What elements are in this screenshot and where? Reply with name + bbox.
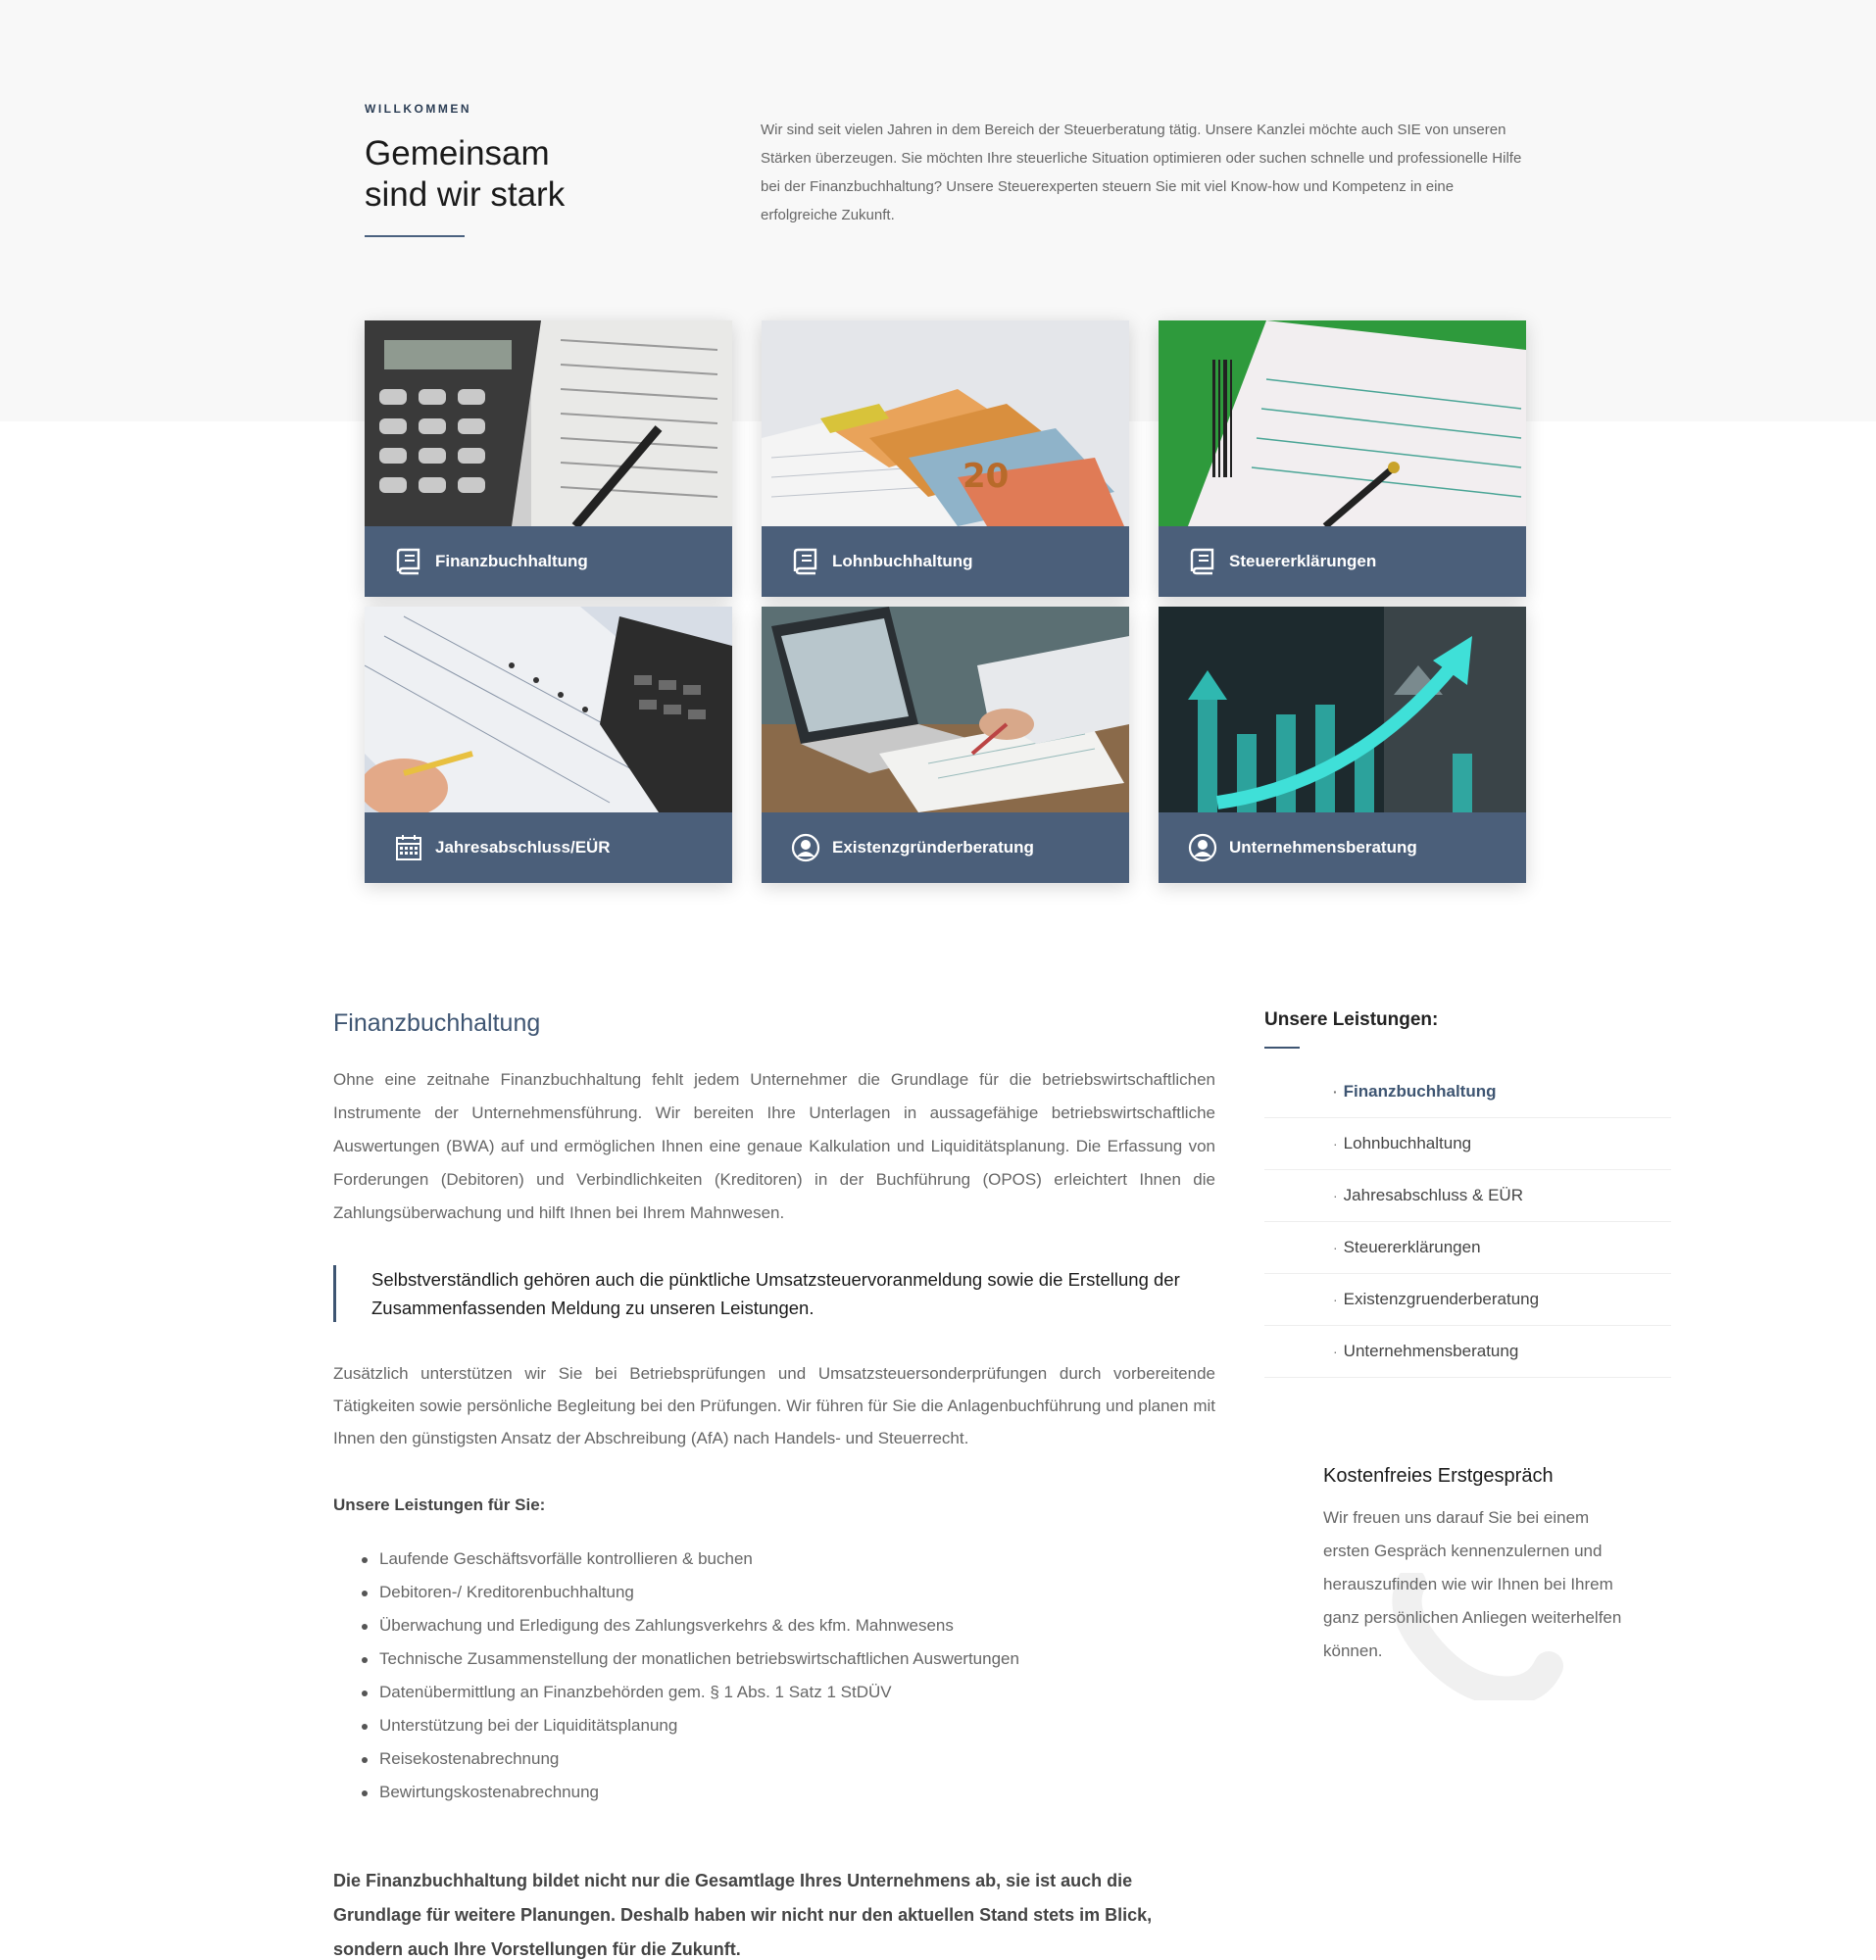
service-card-steuererklaerungen[interactable]: [1159, 320, 1526, 597]
sidebar: [1264, 1009, 1671, 1378]
sidebar-item-label: Unternehmensberatung: [1343, 1342, 1519, 1360]
sidebar-item-label: Lohnbuchhaltung: [1343, 1134, 1472, 1152]
section-title: Finanzbuchhaltung: [333, 1009, 541, 1037]
bullet-dot: ·: [1333, 1188, 1338, 1203]
sidebar-item-finanzbuchhaltung[interactable]: [1264, 1066, 1671, 1118]
bullet-dot: ·: [1333, 1136, 1338, 1152]
tax-form-photo: [1159, 320, 1526, 526]
service-card-unternehmensberatung[interactable]: [1159, 607, 1526, 883]
card-caption-bar: [762, 526, 1129, 597]
second-paragraph: Zusätzlich unterstützen wir Sie bei Betriebsprüfungen und Umsatzsteuersonderprüfungen durch vorbereitende Tätigkeiten sowie persönliche Begleitung bei den Prüfungen. Wir führen für Sie die Anlagenbuchführung und planen mit Ihnen den günstigsten Ansatz der Abschreibung (AfA) nach Handels- und Steuerrecht.: [333, 1364, 1215, 1447]
card-caption-bar: [1159, 526, 1526, 597]
bullet-dot: ·: [1333, 1084, 1338, 1100]
user-icon: [791, 833, 820, 862]
bullet-dot: ·: [1333, 1292, 1338, 1307]
svg-text:20: 20: [963, 457, 1010, 496]
sidebar-item-lohnbuchhaltung[interactable]: [1264, 1118, 1671, 1170]
service-card-existenzgruenderberatung[interactable]: [762, 607, 1129, 883]
calendar-icon: [394, 833, 423, 862]
card-label: Finanzbuchhaltung: [435, 552, 588, 570]
laptop-desk-photo: [762, 607, 1129, 812]
calculator-notebook-photo: [365, 607, 732, 812]
service-card-lohnbuchhaltung[interactable]: [762, 320, 1129, 597]
sidebar-item-label: Steuererklärungen: [1343, 1238, 1481, 1256]
list-item: Datenübermittlung an Finanzbehörden gem. § 1 Abs. 1 Satz 1 StDÜV: [333, 1676, 1215, 1709]
closing-statement: Die Finanzbuchhaltung bildet nicht nur die Gesamtlage Ihres Unternehmens ab, sie ist auch die Grundlage für weitere Planungen. Deshalb haben wir nicht nur den aktuellen Stand stets im Blick, sondern auch Ihre Vorstellungen für die Zukunft.: [333, 1871, 1153, 1959]
user-icon: [1188, 833, 1217, 862]
cta-text: Wir freuen uns darauf Sie bei einem ersten Gespräch kennenzulernen und herauszufinden wie wir Ihnen bei Ihrem ganz persönlichen Anliegen weiterhelfen können.: [1323, 1508, 1622, 1660]
hero-intro-text: Wir sind seit vielen Jahren in dem Bereich der Steuerberatung tätig. Unsere Kanzlei möchte auch SIE von unseren Stärken überzeugen. Sie möchten Ihre steuerliche Situation optimieren oder suchen schnelle und professionelle Hilfe bei der Finanzbuchhaltung? Unsere Steuerexperten steuern Sie mit viel Know-how und Kompetenz in eine erfolgreiche Zukunft.: [761, 122, 1522, 223]
bullet-dot: ·: [1333, 1344, 1338, 1359]
card-caption-bar: [365, 812, 732, 883]
sidebar-item-existenzgruenderberatung[interactable]: [1264, 1274, 1671, 1326]
list-item: Technische Zusammenstellung der monatlichen betriebswirtschaftlichen Auswertungen: [333, 1642, 1215, 1676]
sidebar-item-label: Finanzbuchhaltung: [1343, 1082, 1497, 1101]
hero-title: [365, 133, 688, 216]
sidebar-title: Unsere Leistungen:: [1264, 1009, 1439, 1030]
card-label: Existenzgründerberatung: [832, 838, 1034, 857]
hero-title-line1: Gemeinsam: [365, 134, 550, 172]
sidebar-item-steuererklaerungen[interactable]: [1264, 1222, 1671, 1274]
list-item: Reisekostenabrechnung: [333, 1742, 1215, 1776]
service-card-finanzbuchhaltung[interactable]: [365, 320, 732, 597]
book-icon: [394, 547, 423, 576]
list-item: Unterstützung bei der Liquiditätsplanung: [333, 1709, 1215, 1742]
hero-eyebrow: WILLKOMMEN: [365, 102, 471, 116]
card-caption-bar: [365, 526, 732, 597]
card-label: Steuererklärungen: [1229, 552, 1377, 570]
card-label: Lohnbuchhaltung: [832, 552, 973, 570]
card-label: Unternehmensberatung: [1229, 838, 1417, 857]
intro-paragraph: Ohne eine zeitnahe Finanzbuchhaltung fehlt jedem Unternehmer die Grundlage für die betriebswirtschaftlichen Instrumente der Unternehmensführung. Wir bereiten Ihre Unterlagen in aussagefähige betriebswirtschaftliche Auswertungen (BWA) auf und ermöglichen Ihnen eine genaue Kalkulation und Liquiditätsplanung. Die Erfassung von Forderungen (Debitoren) und Verbindlichkeiten (Kreditoren) in der Buchführung (OPOS) erleichtert Ihnen die Zahlungsüberwachung und hilft Ihnen bei Ihrem Mahnwesen.: [333, 1070, 1215, 1222]
sidebar-divider: [1264, 1047, 1300, 1049]
list-item: Bewirtungskostenabrechnung: [333, 1776, 1215, 1809]
sidebar-item-jahresabschluss[interactable]: [1264, 1170, 1671, 1222]
hero-title-line2: sind wir stark: [365, 175, 566, 214]
sidebar-item-label: Existenzgruenderberatung: [1343, 1290, 1540, 1308]
service-card-jahresabschluss[interactable]: [365, 607, 732, 883]
book-icon: [1188, 547, 1217, 576]
calculator-photo: [365, 320, 732, 526]
hero-divider: [365, 235, 465, 237]
free-consultation-box: [1323, 1465, 1637, 1668]
card-label: Jahresabschluss/EÜR: [435, 838, 611, 857]
card-caption-bar: [1159, 812, 1526, 883]
card-caption-bar: [762, 812, 1129, 883]
sidebar-nav: [1264, 1066, 1671, 1378]
hero-heading-block: [365, 102, 688, 237]
bullet-dot: ·: [1333, 1240, 1338, 1255]
money-photo: [762, 320, 1129, 526]
services-list-title: Unsere Leistungen für Sie:: [333, 1495, 546, 1514]
services-list: [333, 1543, 1215, 1809]
book-icon: [791, 547, 820, 576]
highlight-quote: Selbstverständlich gehören auch die pünktliche Umsatzsteuervoranmeldung sowie die Erstellung der Zusammenfassenden Meldung zu unseren Leistungen.: [333, 1265, 1215, 1322]
sidebar-item-unternehmensberatung[interactable]: [1264, 1326, 1671, 1378]
cta-title: Kostenfreies Erstgespräch: [1323, 1465, 1554, 1487]
growth-chart-photo: [1159, 607, 1526, 812]
list-item: Überwachung und Erledigung des Zahlungsverkehrs & des kfm. Mahnwesens: [333, 1609, 1215, 1642]
main-content: [333, 1009, 1215, 1960]
list-item: Debitoren-/ Kreditorenbuchhaltung: [333, 1576, 1215, 1609]
sidebar-item-label: Jahresabschluss & EÜR: [1343, 1186, 1523, 1204]
list-item: Laufende Geschäftsvorfälle kontrollieren & buchen: [333, 1543, 1215, 1576]
